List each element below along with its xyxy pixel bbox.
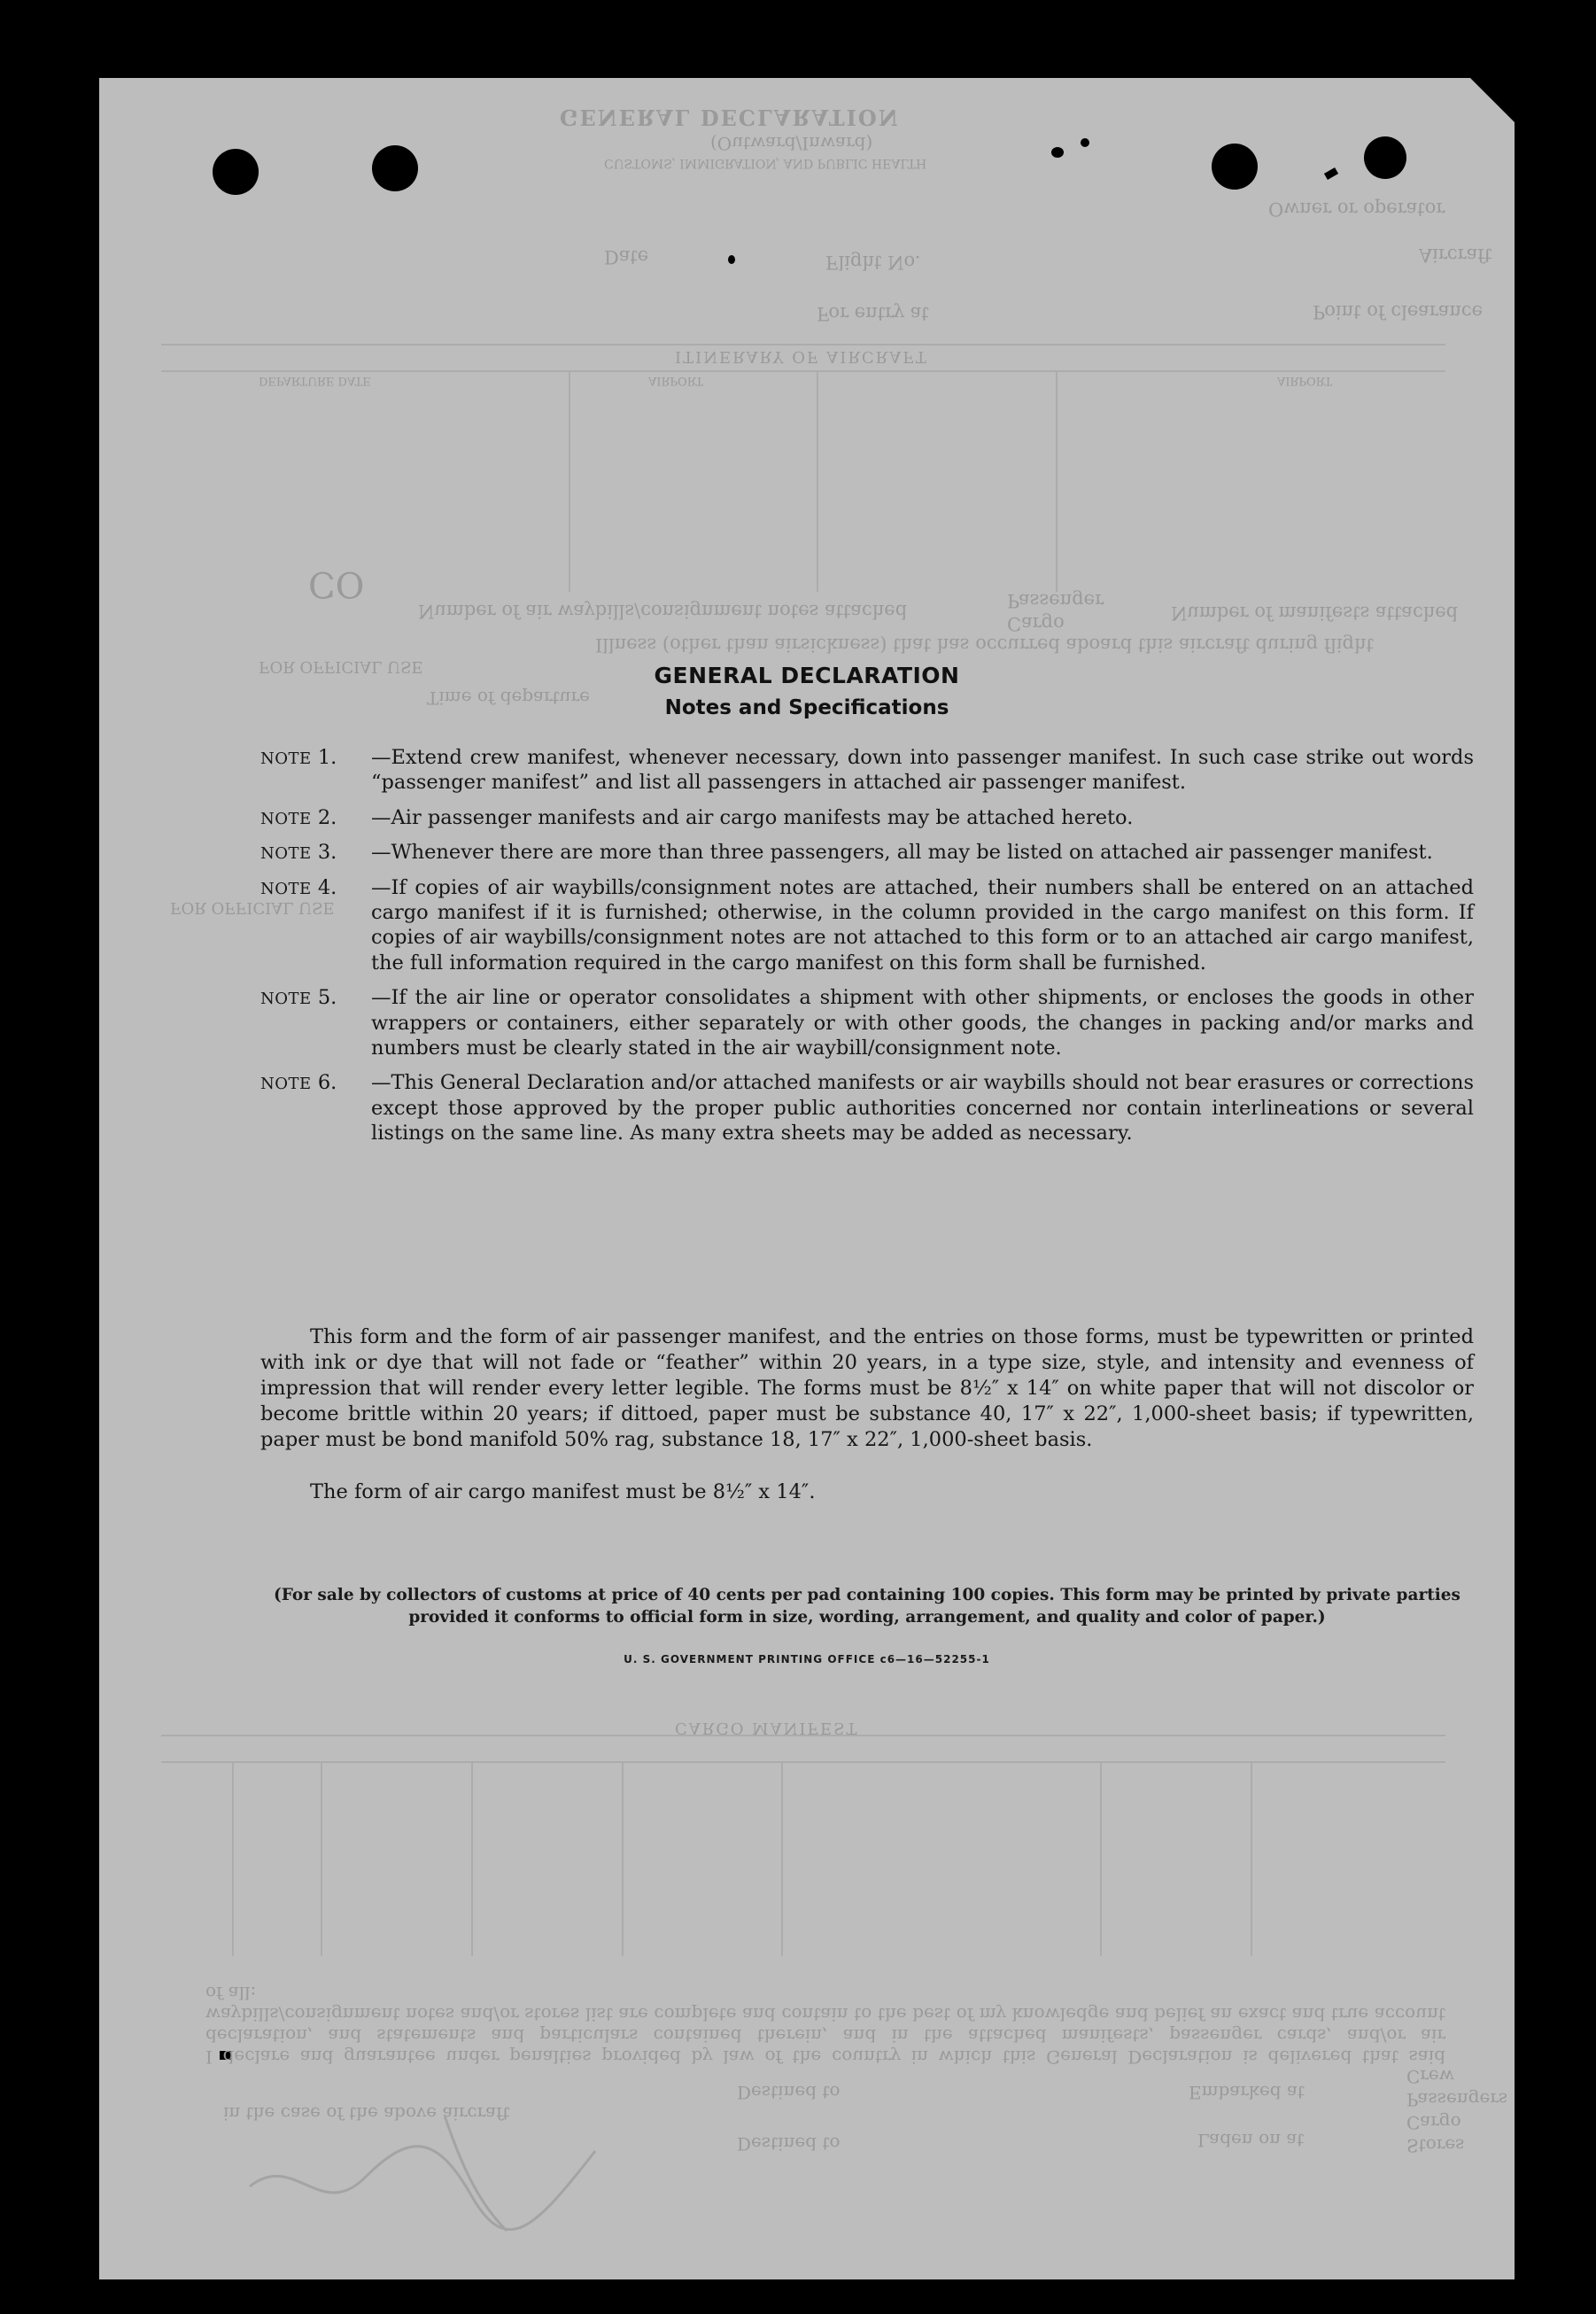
sale-notice: (For sale by collectors of customs at price of 40 cents per pad containing 100 copies. This form may be printed by private parties provided it conforms to official form in size, wording, arrangement, and quality and color of paper.) [274, 1586, 1460, 1627]
bleed-col-departure: DEPARTURE DATE [259, 374, 371, 387]
bleed-cargo-manifest: CARGO MANIFEST [675, 1719, 859, 1737]
note-text: —Air passenger manifests and air cargo manifests may be attached hereto. [371, 805, 1134, 829]
bleed-crew: Crew [1406, 2066, 1454, 2087]
note-item [260, 840, 1474, 865]
note-item [260, 745, 1474, 796]
bleed-official-use: FOR OFFICIAL USE [259, 657, 423, 676]
bleed-embarked: Embarked at [1189, 2082, 1305, 2103]
note-text: —This General Declaration and/or attached manifests or air waybills should not bear erasures or corrections except those approved by the proper public authorities concerned nor contain interlineations or several listings on the same line. As many extra sheets may be added as necessary. [371, 1071, 1474, 1145]
bleed-title: GENERAL DECLARATION [560, 105, 900, 130]
note-label: NOTE 3. [260, 841, 337, 865]
bleed-rule [321, 1761, 322, 1956]
printer-line: U. S. GOVERNMENT PRINTING OFFICE c6—16—52255-1 [624, 1653, 990, 1666]
punch-hole [372, 145, 418, 191]
bleed-owner: Owner or operator [1268, 198, 1445, 220]
notes-list [260, 745, 1474, 1156]
note-label: NOTE 1. [260, 746, 337, 769]
note-text: —Whenever there are more than three passengers, all may be listed on attached air passenger manifest. [371, 841, 1433, 865]
document-sheet [99, 78, 1515, 2279]
note-text: —If copies of air waybills/consignment notes are attached, their numbers shall be entered on an attached cargo manifest if it is furnished; otherwise, in the column provided in the cargo manifest on this form. If copies of air waybills/consignment notes are not attached to this form or to an attached air cargo manifest, the full information required in the cargo manifest on this form shall be furnished. [371, 875, 1474, 975]
bleed-itinerary: ITINERARY OF AIRCRAFT [675, 347, 928, 366]
bleed-time-departure: Time of departure [427, 687, 590, 709]
bleed-rule [161, 1761, 1445, 1763]
bleed-stamp: CO [308, 563, 365, 604]
bleed-rule [1056, 370, 1058, 592]
bleed-passenger: Passenger [1007, 590, 1104, 611]
note-text: —Extend crew manifest, whenever necessary, down into passenger manifest. In such case strike out words “passenger manifest” and list all passengers in attached air passenger manifest. [371, 746, 1474, 795]
bleed-illness: Illness (other than airsickness) that has occurred aboard this aircraft during flight [595, 634, 1374, 656]
bleed-aircraft: Aircraft [1419, 245, 1492, 266]
note-label: NOTE 6. [260, 1071, 337, 1095]
bleed-subtitle: (Outward/Inward) [710, 133, 873, 154]
note-text: —If the air line or operator consolidates a shipment with other shipments, or encloses the goods in other wrappers or containers, either separately or with other goods, the changes in packing and/or marks and numbers must be clearly stated in the air waybill/consignment note. [371, 986, 1474, 1060]
punch-hole [1212, 144, 1258, 190]
punch-hole [1364, 136, 1406, 179]
bleed-rule [781, 1761, 783, 1956]
bleed-signature [241, 2098, 613, 2240]
punch-hole [213, 149, 259, 195]
bleed-rule [471, 1761, 473, 1956]
specs-paragraph: This form and the form of air passenger manifest, and the entries on those forms, must be typewritten or printed with ink or dye that will not fade or “feather” within 20 years, in a type size, style, and intensity and evenness of impression that will render every letter legible. The forms must be 8½″ x 14″ on white paper that will not discolor or become brittle within 20 years; if dittoed, paper must be substance 40, 17″ x 22″, 1,000-sheet basis; if typewritten, paper must be bond manifold 50% rag, substance 18, 17″ x 22″, 1,000-sheet basis. [260, 1325, 1474, 1451]
ink-speck [1081, 138, 1089, 147]
note-label: NOTE 2. [260, 805, 337, 829]
bleed-date: Date [604, 246, 649, 268]
cargo-form-paragraph: The form of air cargo manifest must be 8½″ x 14″. [310, 1480, 816, 1503]
bleed-rule [622, 1761, 624, 1956]
bleed-rule [232, 1761, 234, 1956]
bleed-destined: Destined to [737, 2133, 841, 2155]
bleed-col-airport: AIRPORT [648, 374, 703, 387]
bleed-manifests: Number of manifests attached [1171, 602, 1459, 624]
bleed-waybills: Number of air waybills/consignment notes attached [418, 601, 908, 622]
bleed-passengers: Passengers [1406, 2089, 1508, 2110]
bleed-agencies: CUSTOMS, IMMIGRATION, AND PUBLIC HEALTH [604, 156, 927, 170]
bleed-stores: Stores [1406, 2135, 1465, 2156]
bleed-laden: Laden on at [1197, 2130, 1305, 2151]
note-item [260, 805, 1474, 830]
bleed-cargo-total: Cargo [1406, 2112, 1461, 2133]
bleed-rule [1100, 1761, 1102, 1956]
ink-speck [1324, 167, 1338, 180]
bleed-rule [817, 370, 818, 592]
note-label: NOTE 4. [260, 875, 337, 899]
ink-speck [1051, 147, 1064, 158]
bleed-col-airport: AIRPORT [1277, 374, 1332, 387]
bleed-for-entry: For entry at [817, 303, 929, 324]
torn-corner [1470, 78, 1515, 122]
note-item [260, 1070, 1474, 1145]
bleed-rule [1251, 1761, 1252, 1956]
bleed-destined: Destined to [737, 2082, 841, 2103]
page-heading: GENERAL DECLARATION [654, 663, 960, 688]
bleed-declare: I declare and guarantee under penalties provided by law of the country in which this General Declaration is delivered that said declaration, and statements and particulars contained therein, and in the attached manifests, passenger cards, and/or air waybills/consignment notes and/or stores list are complete and contain to the best of my knowledge and belief an exact and true account of all: [205, 1983, 1445, 2068]
page-subheading: Notes and Specifications [664, 696, 949, 719]
bleed-rule [569, 370, 570, 592]
bleed-point-clearance: Point of clearance [1313, 301, 1484, 322]
bleed-rule [161, 370, 1445, 372]
note-label: NOTE 5. [260, 986, 337, 1010]
note-item [260, 875, 1474, 976]
bleed-case-of: in the case of the above aircraft [223, 2103, 510, 2124]
bleed-official-use: FOR OFFICIAL USE [170, 898, 335, 917]
bleed-flight: Flight No. [825, 252, 921, 273]
note-item [260, 985, 1474, 1060]
ink-speck [728, 255, 735, 264]
bleed-rule [161, 344, 1445, 346]
bleed-cargo: Cargo [1007, 613, 1065, 634]
